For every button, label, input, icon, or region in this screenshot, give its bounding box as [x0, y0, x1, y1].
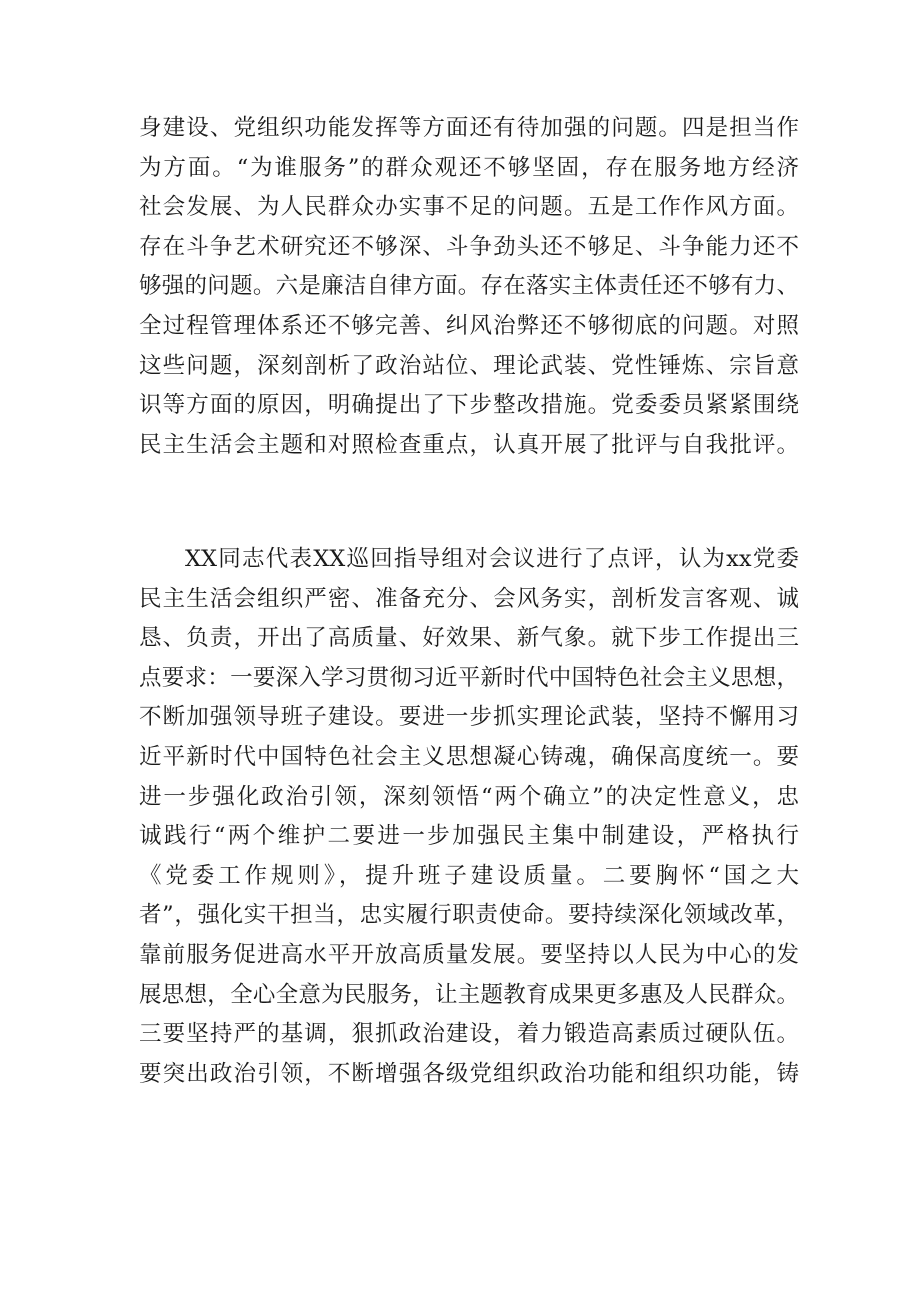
text-line: 点要求：一要深入学习贯彻习近平新时代中国特色社会主义思想，	[139, 664, 799, 691]
text-line: 《党委工作规则》，提升班子建设质量。二要胸怀“国之大	[139, 862, 799, 889]
text-line: 民主生活会组织严密、准备充分、会风务实，剖析发言客观、诚	[139, 585, 799, 612]
text-line: 身建设、党组织功能发挥等方面还有待加强的问题。四是担当作	[139, 115, 799, 141]
text-line: 诚践行“两个维护二要进一步加强民主集中制建设，严格执行	[139, 823, 799, 850]
text-line: XX同志代表XX巡回指导组对会议进行了点评，认为xx党委	[185, 546, 799, 572]
text-line: 恳、负责，开出了高质量、好效果、新气象。就下步工作提出三	[139, 625, 799, 652]
paragraph-self-criticism	[139, 109, 799, 465]
text-line: 展思想，全心全意为民服务，让主题教育成果更多惠及人民群众。	[139, 981, 799, 1008]
paragraph-guidance-comments	[139, 540, 799, 1094]
text-line: 近平新时代中国特色社会主义思想凝心铸魂，确保高度统一。要	[139, 743, 799, 770]
text-line: 要突出政治引领，不断增强各级党组织政治功能和组织功能，铸	[139, 1060, 799, 1087]
text-line: 为方面。“为谁服务”的群众观还不够坚固，存在服务地方经济	[139, 154, 799, 181]
text-line: 够强的问题。六是廉洁自律方面。存在落实主体责任还不够有力、	[139, 273, 799, 300]
text-line: 存在斗争艺术研究还不够深、斗争劲头还不够足、斗争能力还不	[139, 233, 799, 260]
text-line: 靠前服务促进高水平开放高质量发展。要坚持以人民为中心的发	[139, 941, 799, 968]
text-line: 社会发展、为人民群众办实事不足的问题。五是工作作风方面。	[139, 194, 799, 221]
text-line: 者”，强化实干担当，忠实履行职责使命。要持续深化领域改革，	[139, 902, 799, 929]
text-line: 识等方面的原因，明确提出了下步整改措施。党委委员紧紧围绕	[139, 392, 799, 419]
text-line: 三要坚持严的基调，狠抓政治建设，着力锻造高素质过硬队伍。	[139, 1021, 799, 1048]
text-line: 进一步强化政治引领，深刻领悟“两个确立”的决定性意义，忠	[139, 783, 799, 810]
text-line: 不断加强领导班子建设。要进一步抓实理论武装，坚持不懈用习	[139, 704, 799, 731]
text-line: 民主生活会主题和对照检查重点，认真开展了批评与自我批评。	[139, 431, 799, 458]
text-line: 全过程管理体系还不够完善、纠风治弊还不够彻底的问题。对照	[139, 312, 799, 339]
text-line: 这些问题，深刻剖析了政治站位、理论武装、党性锤炼、宗旨意	[139, 352, 799, 379]
